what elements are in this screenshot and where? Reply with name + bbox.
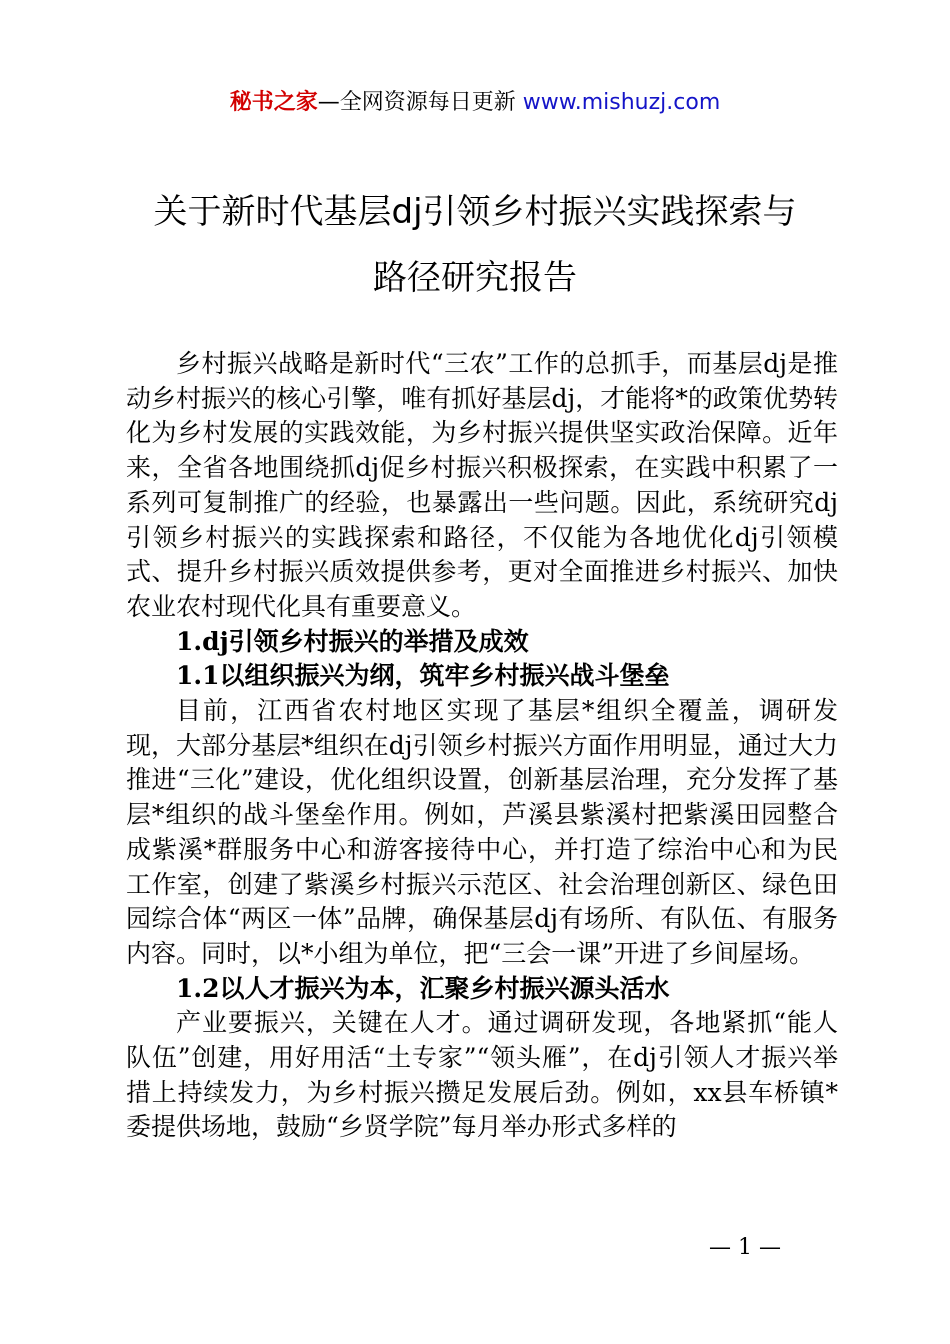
document-title-line-1: 关于新时代基层dj引领乡村振兴实践探索与 (153, 192, 797, 232)
section-1-2-paragraph: 产业要振兴，关键在人才。通过调研发现，各地紧抓“能人队伍”创建，用好用活“土专家”“领头雁”，在dj引领人才振兴举措上持续发力，为乡村振兴攒足发展后劲。例如，xx县车桥镇*委提供场地，鼓励“乡贤学院”每月举办形式多样的 (126, 1008, 838, 1142)
site-url-link[interactable]: www.mishuzj.com (522, 90, 721, 115)
document-body (126, 347, 838, 1145)
header-tagline: —全网资源每日更新 (317, 90, 523, 115)
subsection-heading-1-1: 1.1以组织振兴为纲，筑牢乡村振兴战斗堡垒 (176, 661, 670, 691)
site-header (0, 88, 950, 118)
subsection-heading-1-2: 1.2以人才振兴为本，汇聚乡村振兴源头活水 (176, 973, 670, 1003)
document-title-line-2: 路径研究报告 (373, 258, 577, 298)
page-number: — 1 — (709, 1235, 781, 1260)
brand-name: 秘书之家 (229, 90, 318, 115)
section-heading-1: 1.dj引领乡村振兴的举措及成效 (176, 626, 529, 656)
section-1-1-paragraph: 目前，江西省农村地区实现了基层*组织全覆盖，调研发现，大部分基层*组织在dj引领乡村振兴方面作用明显，通过大力推进“三化”建设，优化组织设置，创新基层治理，充分发挥了基层*组织的战斗堡垒作用。例如，芦溪县紫溪村把紫溪田园整合成紫溪*群服务中心和游客接待中心，并打造了综治中心和为民工作室，创建了紫溪乡村振兴示范区、社会治理创新区、绿色田园综合体“两区一体”品牌，确保基层dj有场所、有队伍、有服务内容。同时，以*小组为单位，把“三会一课”开进了乡间屋场。 (126, 696, 838, 968)
intro-paragraph: 乡村振兴战略是新时代“三农”工作的总抓手，而基层dj是推动乡村振兴的核心引擎，唯有抓好基层dj，才能将*的政策优势转化为乡村发展的实践效能，为乡村振兴提供坚实政治保障。近年来，全省各地围绕抓dj促乡村振兴积极探索，在实践中积累了一系列可复制推广的经验，也暴露出一些问题。因此，系统研究dj引领乡村振兴的实践探索和路径，不仅能为各地优化dj引领模式、提升乡村振兴质效提供参考，更对全面推进乡村振兴、加快农业农村现代化具有重要意义。 (126, 349, 838, 621)
